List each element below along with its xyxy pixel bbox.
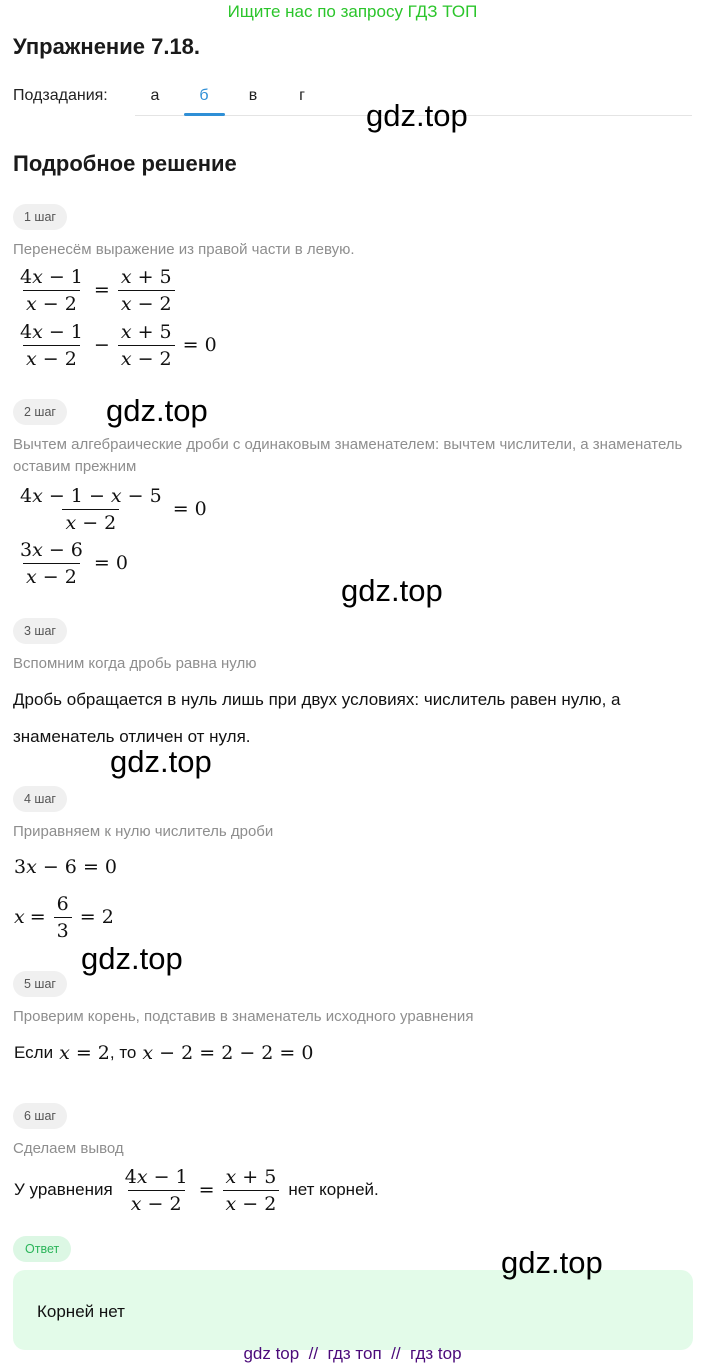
watermark: gdz.top <box>106 393 208 428</box>
equation-5: 3x − 6 = 0 <box>14 856 117 878</box>
watermark: gdz.top <box>81 941 183 976</box>
tab-g[interactable]: г <box>299 87 305 104</box>
footer-links[interactable]: gdz top // гдз топ // гдз top <box>243 1344 462 1363</box>
step-hint-1: Перенесём выражение из правой части в левую. <box>13 241 355 258</box>
solution-heading: Подробное решение <box>13 151 237 176</box>
step-badge-4: 4 шаг <box>13 786 67 812</box>
watermark: gdz.top <box>366 98 468 133</box>
active-tab-indicator <box>184 113 225 116</box>
step-hint-3: Вспомним когда дробь равна нулю <box>13 655 257 672</box>
step-hint-5: Проверим корень, подставив в знаменатель исходного уравнения <box>13 1008 474 1025</box>
step-prefix-6: У уравнения <box>14 1180 113 1199</box>
step-text-3: Дробь обращается в нуль лишь при двух условиях: числитель равен нулю, а знаменатель отличен от нуля. <box>13 690 621 746</box>
watermark: gdz.top <box>501 1245 603 1280</box>
tab-v[interactable]: в <box>248 87 258 104</box>
page-title: Упражнение 7.18. <box>13 34 201 59</box>
step-prefix-5: Если <box>14 1043 54 1062</box>
tab-b[interactable]: б <box>199 87 209 104</box>
step-hint-4: Приравняем к нулю числитель дроби <box>13 823 274 840</box>
step-badge-2: 2 шаг <box>13 399 67 425</box>
equation-2: $\frac{4x - 1}{x - 2}$ − $\frac{x + 5}{x - 2}$ = 0 <box>20 320 217 370</box>
watermark: gdz.top <box>110 744 212 779</box>
step-suffix-6: нет корней. <box>288 1180 379 1199</box>
step-hint-2: Вычтем алгебраические дроби с одинаковым знаменателем: вычтем числители, а знаменатель оставим прежним <box>13 436 683 475</box>
tab-a[interactable]: а <box>150 87 160 104</box>
step-badge-5: 5 шаг <box>13 971 67 997</box>
promo-banner[interactable]: Ищите нас по запросу ГДЗ ТОП <box>227 2 478 21</box>
equation-6: x = $\frac{6}{3}$ = 2 <box>14 892 114 942</box>
step-badge-3: 3 шаг <box>13 618 67 644</box>
equation-3: $\frac{4x - 1 - x - 5}{x - 2}$ = 0 <box>20 484 207 534</box>
answer-text: Корней нет <box>37 1302 125 1321</box>
step-hint-6: Сделаем вывод <box>13 1140 124 1157</box>
answer-badge: Ответ <box>13 1236 71 1262</box>
watermark: gdz.top <box>341 573 443 608</box>
step-badge-1: 1 шаг <box>13 204 67 230</box>
step-badge-6: 6 шаг <box>13 1103 67 1129</box>
subtasks-label: Подзадания: <box>13 87 108 104</box>
equation-4: $\frac{3x - 6}{x - 2}$ = 0 <box>20 538 128 588</box>
equation-7: Если x = 2 , то x − 2 = 2 − 2 = 0 <box>14 1042 314 1064</box>
equation-8: У уравнения $\frac{4x - 1}{x - 2}$ = $\frac{x + 5}{x - 2}$ нет корней. <box>14 1165 379 1215</box>
step-middle-5: , то <box>109 1043 137 1062</box>
equation-1: $\frac{4x - 1}{x - 2}$ = $\frac{x + 5}{x - 2}$ <box>14 262 178 318</box>
